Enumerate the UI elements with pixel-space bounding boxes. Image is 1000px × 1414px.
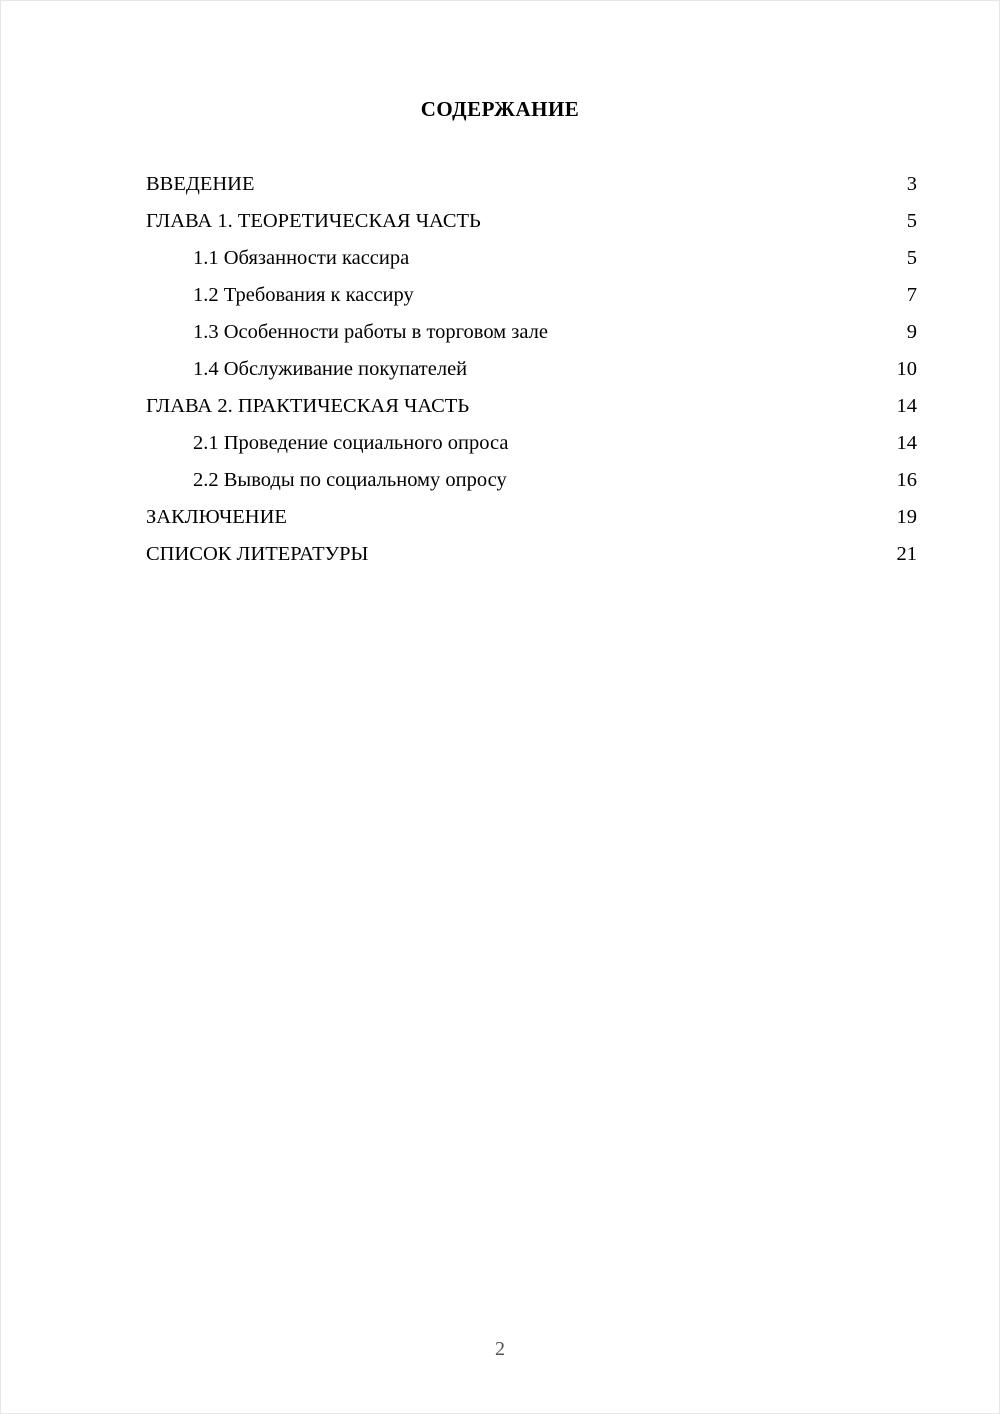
toc-entry-page: 9 [906, 321, 917, 343]
toc-entry-page: 5 [906, 247, 917, 269]
toc-entry [146, 166, 917, 203]
toc-entry-label: 2.2 Выводы по социальному опросу [193, 469, 507, 491]
toc-entry [146, 203, 917, 240]
toc-entry [146, 462, 917, 499]
toc-entry [146, 425, 917, 462]
page-number-footer: 2 [495, 1338, 505, 1360]
toc-entry [146, 388, 917, 425]
toc-entry-page: 21 [896, 543, 917, 565]
toc-entry [146, 499, 917, 536]
toc-entry-page: 16 [896, 469, 917, 491]
toc-entry [146, 277, 917, 314]
toc-entry-page: 3 [906, 173, 917, 195]
toc-entry-page: 19 [896, 506, 917, 528]
toc-entry-label: ЗАКЛЮЧЕНИЕ [146, 506, 287, 528]
toc-entry [146, 351, 917, 388]
toc-entry-label: 1.1 Обязанности кассира [193, 247, 410, 269]
toc-entry-label: 1.4 Обслуживание покупателей [193, 358, 468, 380]
toc-entry [146, 240, 917, 277]
toc-entry-label: 2.1 Проведение социального опроса [193, 432, 509, 454]
toc-entry-label: ВВЕДЕНИЕ [146, 173, 255, 195]
toc-entry-page: 5 [906, 210, 917, 232]
toc-entry-page: 10 [896, 358, 917, 380]
toc-entry-label: СПИСОК ЛИТЕРАТУРЫ [146, 543, 369, 565]
toc-entry-label: ГЛАВА 2. ПРАКТИЧЕСКАЯ ЧАСТЬ [146, 395, 470, 417]
table-of-contents [1, 166, 999, 573]
toc-entry-label: 1.2 Требования к кассиру [193, 284, 414, 306]
toc-entry [146, 536, 917, 573]
toc-entry-label: ГЛАВА 1. ТЕОРЕТИЧЕСКАЯ ЧАСТЬ [146, 210, 481, 232]
toc-entry [146, 314, 917, 351]
toc-entry-page: 14 [896, 395, 917, 417]
toc-entry-page: 14 [896, 432, 917, 454]
toc-entry-page: 7 [906, 284, 917, 306]
page-title: СОДЕРЖАНИЕ [420, 97, 580, 121]
toc-entry-label: 1.3 Особенности работы в торговом зале [193, 321, 548, 343]
